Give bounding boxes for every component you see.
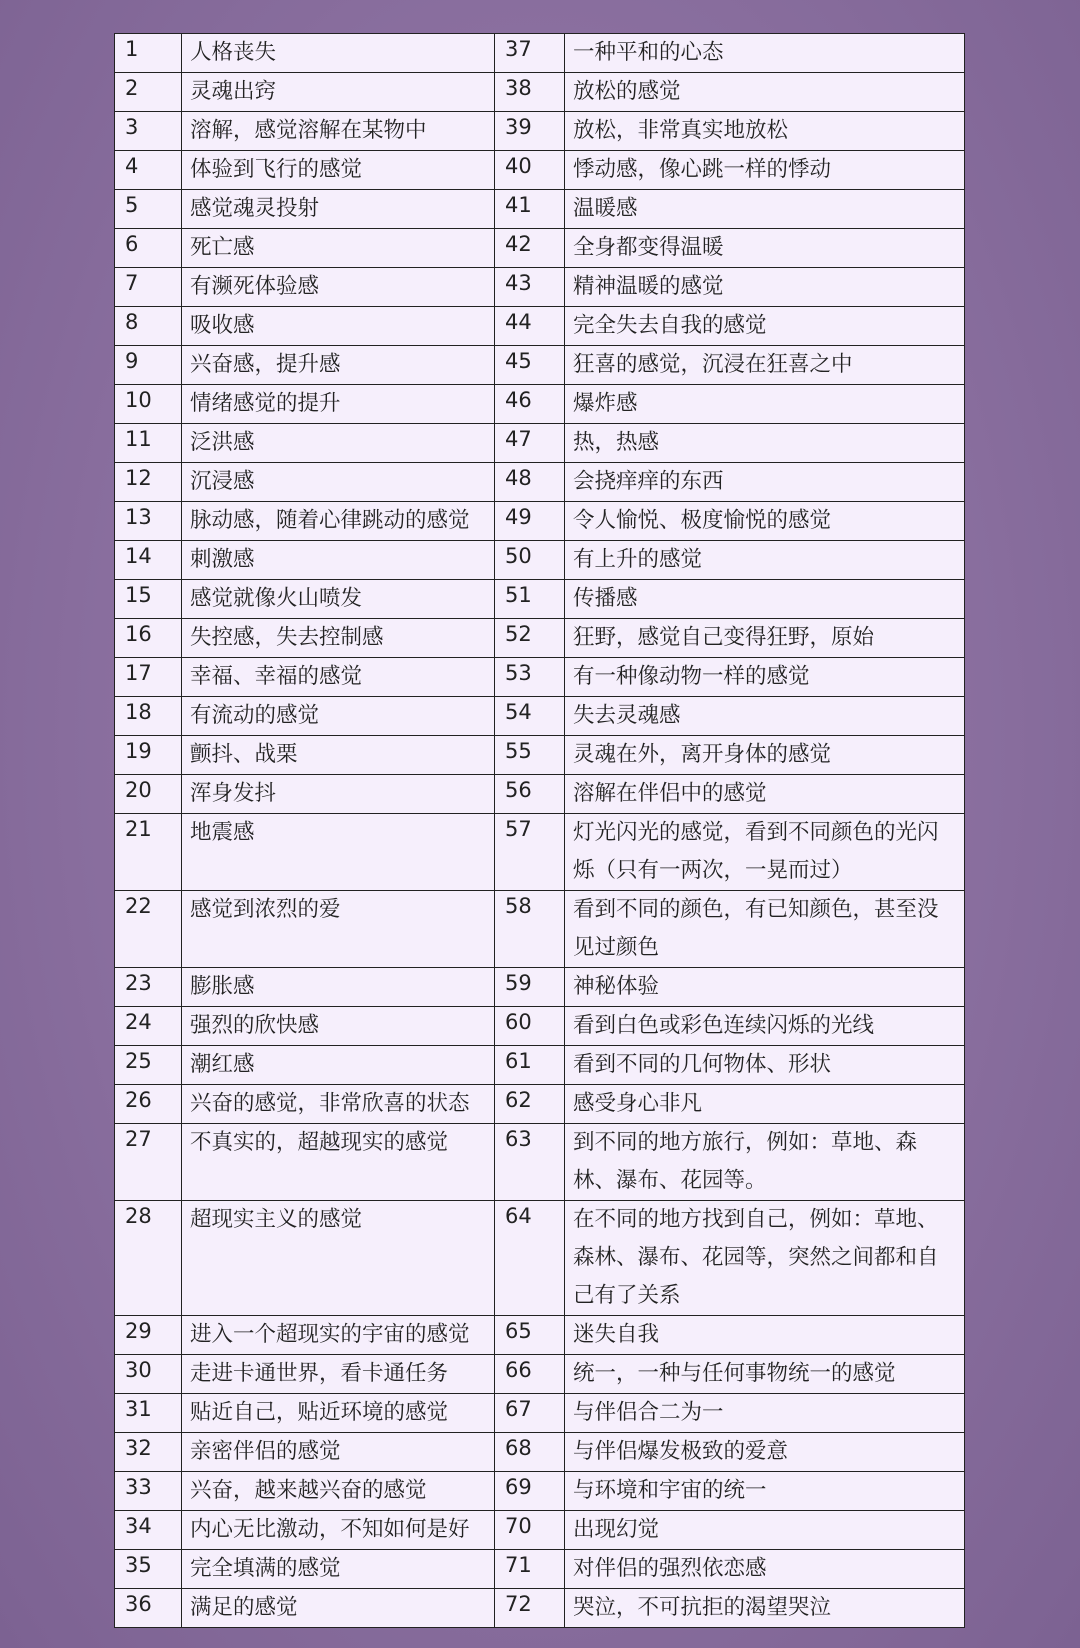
item-text-right: 狂喜的感觉，沉浸在狂喜之中 — [565, 346, 965, 385]
item-number-right: 40 — [495, 151, 565, 190]
item-number-left: 14 — [115, 541, 182, 580]
item-text-right: 热，热感 — [565, 424, 965, 463]
item-number-left: 6 — [115, 229, 182, 268]
item-number-right: 58 — [495, 891, 565, 968]
item-number-right: 46 — [495, 385, 565, 424]
item-number-right: 54 — [495, 697, 565, 736]
item-number-left: 4 — [115, 151, 182, 190]
item-text-left: 内心无比激动，不知如何是好 — [182, 1511, 495, 1550]
item-text-right: 温暖感 — [565, 190, 965, 229]
item-number-left: 26 — [115, 1085, 182, 1124]
item-number-left: 22 — [115, 891, 182, 968]
table-row — [115, 891, 965, 968]
item-text-right: 哭泣，不可抗拒的渴望哭泣 — [565, 1589, 965, 1628]
item-text-right: 与伴侣合二为一 — [565, 1394, 965, 1433]
item-number-left: 2 — [115, 73, 182, 112]
item-number-right: 42 — [495, 229, 565, 268]
table-row — [115, 1550, 965, 1589]
item-number-left: 17 — [115, 658, 182, 697]
item-text-left: 有濒死体验感 — [182, 268, 495, 307]
item-text-left: 走进卡通世界，看卡通任务 — [182, 1355, 495, 1394]
item-number-right: 60 — [495, 1007, 565, 1046]
item-number-left: 11 — [115, 424, 182, 463]
item-text-left: 满足的感觉 — [182, 1589, 495, 1628]
item-text-right: 溶解在伴侣中的感觉 — [565, 775, 965, 814]
item-text-right: 迷失自我 — [565, 1316, 965, 1355]
table-row — [115, 736, 965, 775]
item-text-left: 贴近自己，贴近环境的感觉 — [182, 1394, 495, 1433]
item-text-right: 狂野，感觉自己变得狂野，原始 — [565, 619, 965, 658]
table-row — [115, 580, 965, 619]
item-number-left: 8 — [115, 307, 182, 346]
item-number-left: 20 — [115, 775, 182, 814]
item-text-right: 失去灵魂感 — [565, 697, 965, 736]
item-number-right: 63 — [495, 1124, 565, 1201]
table-row — [115, 463, 965, 502]
item-text-right: 一种平和的心态 — [565, 34, 965, 73]
item-text-left: 潮红感 — [182, 1046, 495, 1085]
item-text-right: 有一种像动物一样的感觉 — [565, 658, 965, 697]
item-text-left: 兴奋的感觉，非常欣喜的状态 — [182, 1085, 495, 1124]
item-number-left: 31 — [115, 1394, 182, 1433]
item-number-left: 23 — [115, 968, 182, 1007]
table-row — [115, 775, 965, 814]
table-row — [115, 1316, 965, 1355]
item-text-left: 灵魂出窍 — [182, 73, 495, 112]
item-text-left: 感觉到浓烈的爱 — [182, 891, 495, 968]
item-text-left: 颤抖、战栗 — [182, 736, 495, 775]
table-row — [115, 73, 965, 112]
sensation-table — [114, 33, 965, 1628]
item-number-left: 7 — [115, 268, 182, 307]
item-text-right: 放松的感觉 — [565, 73, 965, 112]
item-number-left: 24 — [115, 1007, 182, 1046]
table-row — [115, 424, 965, 463]
item-number-left: 1 — [115, 34, 182, 73]
item-text-right: 全身都变得温暖 — [565, 229, 965, 268]
item-number-left: 13 — [115, 502, 182, 541]
item-text-right: 看到白色或彩色连续闪烁的光线 — [565, 1007, 965, 1046]
item-number-right: 48 — [495, 463, 565, 502]
item-text-left: 浑身发抖 — [182, 775, 495, 814]
item-number-right: 50 — [495, 541, 565, 580]
table-row — [115, 151, 965, 190]
sensation-table-sheet — [114, 33, 964, 1628]
item-number-right: 57 — [495, 814, 565, 891]
item-text-right: 灯光闪光的感觉，看到不同颜色的光闪烁（只有一两次，一晃而过） — [565, 814, 965, 891]
item-text-left: 幸福、幸福的感觉 — [182, 658, 495, 697]
item-number-left: 29 — [115, 1316, 182, 1355]
item-number-left: 9 — [115, 346, 182, 385]
item-number-left: 34 — [115, 1511, 182, 1550]
item-text-right: 看到不同的几何物体、形状 — [565, 1046, 965, 1085]
table-row — [115, 229, 965, 268]
item-text-left: 有流动的感觉 — [182, 697, 495, 736]
item-text-left: 进入一个超现实的宇宙的感觉 — [182, 1316, 495, 1355]
item-number-right: 61 — [495, 1046, 565, 1085]
item-text-left: 刺激感 — [182, 541, 495, 580]
item-text-right: 爆炸感 — [565, 385, 965, 424]
item-number-right: 59 — [495, 968, 565, 1007]
table-row — [115, 1007, 965, 1046]
table-row — [115, 34, 965, 73]
table-row — [115, 1433, 965, 1472]
item-text-right: 完全失去自我的感觉 — [565, 307, 965, 346]
item-text-right: 会挠痒痒的东西 — [565, 463, 965, 502]
item-text-left: 兴奋感，提升感 — [182, 346, 495, 385]
item-number-right: 64 — [495, 1201, 565, 1316]
item-number-left: 3 — [115, 112, 182, 151]
table-row — [115, 968, 965, 1007]
item-text-left: 脉动感，随着心律跳动的感觉 — [182, 502, 495, 541]
item-text-right: 灵魂在外，离开身体的感觉 — [565, 736, 965, 775]
item-text-left: 不真实的，超越现实的感觉 — [182, 1124, 495, 1201]
item-number-right: 69 — [495, 1472, 565, 1511]
item-number-right: 52 — [495, 619, 565, 658]
item-text-left: 人格丧失 — [182, 34, 495, 73]
item-text-right: 感受身心非凡 — [565, 1085, 965, 1124]
item-number-right: 49 — [495, 502, 565, 541]
item-text-left: 情绪感觉的提升 — [182, 385, 495, 424]
table-row — [115, 1046, 965, 1085]
item-text-left: 死亡感 — [182, 229, 495, 268]
item-text-left: 强烈的欣快感 — [182, 1007, 495, 1046]
item-number-right: 53 — [495, 658, 565, 697]
item-number-right: 44 — [495, 307, 565, 346]
item-text-left: 沉浸感 — [182, 463, 495, 502]
item-number-right: 65 — [495, 1316, 565, 1355]
item-number-left: 12 — [115, 463, 182, 502]
item-number-right: 38 — [495, 73, 565, 112]
item-text-right: 与伴侣爆发极致的爱意 — [565, 1433, 965, 1472]
item-text-right: 精神温暖的感觉 — [565, 268, 965, 307]
item-number-right: 47 — [495, 424, 565, 463]
table-row — [115, 619, 965, 658]
item-number-left: 30 — [115, 1355, 182, 1394]
item-text-left: 膨胀感 — [182, 968, 495, 1007]
item-text-left: 地震感 — [182, 814, 495, 891]
item-number-left: 15 — [115, 580, 182, 619]
item-number-right: 62 — [495, 1085, 565, 1124]
item-number-right: 41 — [495, 190, 565, 229]
table-row — [115, 502, 965, 541]
table-row — [115, 307, 965, 346]
item-number-left: 25 — [115, 1046, 182, 1085]
item-text-left: 完全填满的感觉 — [182, 1550, 495, 1589]
item-number-left: 36 — [115, 1589, 182, 1628]
table-row — [115, 1472, 965, 1511]
table-row — [115, 385, 965, 424]
table-row — [115, 1511, 965, 1550]
item-number-left: 27 — [115, 1124, 182, 1201]
table-row — [115, 1124, 965, 1201]
item-text-right: 与环境和宇宙的统一 — [565, 1472, 965, 1511]
item-number-right: 39 — [495, 112, 565, 151]
item-text-left: 吸收感 — [182, 307, 495, 346]
table-body — [115, 34, 965, 1628]
item-text-left: 溶解，感觉溶解在某物中 — [182, 112, 495, 151]
item-text-right: 对伴侣的强烈依恋感 — [565, 1550, 965, 1589]
item-number-left: 5 — [115, 190, 182, 229]
item-text-right: 统一，一种与任何事物统一的感觉 — [565, 1355, 965, 1394]
item-number-right: 71 — [495, 1550, 565, 1589]
item-text-left: 体验到飞行的感觉 — [182, 151, 495, 190]
item-number-left: 18 — [115, 697, 182, 736]
item-text-right: 神秘体验 — [565, 968, 965, 1007]
item-text-left: 感觉魂灵投射 — [182, 190, 495, 229]
item-number-right: 67 — [495, 1394, 565, 1433]
table-row — [115, 346, 965, 385]
item-number-right: 56 — [495, 775, 565, 814]
item-text-right: 出现幻觉 — [565, 1511, 965, 1550]
item-number-left: 35 — [115, 1550, 182, 1589]
table-row — [115, 1355, 965, 1394]
table-row — [115, 814, 965, 891]
item-number-right: 45 — [495, 346, 565, 385]
table-row — [115, 1589, 965, 1628]
item-text-right: 有上升的感觉 — [565, 541, 965, 580]
table-row — [115, 112, 965, 151]
item-text-left: 感觉就像火山喷发 — [182, 580, 495, 619]
item-number-left: 33 — [115, 1472, 182, 1511]
table-row — [115, 658, 965, 697]
table-row — [115, 1085, 965, 1124]
item-text-left: 亲密伴侣的感觉 — [182, 1433, 495, 1472]
item-text-left: 兴奋，越来越兴奋的感觉 — [182, 1472, 495, 1511]
item-text-left: 超现实主义的感觉 — [182, 1201, 495, 1316]
table-row — [115, 697, 965, 736]
table-row — [115, 190, 965, 229]
table-row — [115, 1394, 965, 1433]
item-text-right: 放松，非常真实地放松 — [565, 112, 965, 151]
item-number-left: 10 — [115, 385, 182, 424]
item-text-right: 令人愉悦、极度愉悦的感觉 — [565, 502, 965, 541]
item-number-right: 70 — [495, 1511, 565, 1550]
table-row — [115, 1201, 965, 1316]
item-number-left: 19 — [115, 736, 182, 775]
item-number-right: 66 — [495, 1355, 565, 1394]
item-number-right: 43 — [495, 268, 565, 307]
item-text-right: 在不同的地方找到自己，例如：草地、森林、瀑布、花园等，突然之间都和自己有了关系 — [565, 1201, 965, 1316]
item-text-left: 泛洪感 — [182, 424, 495, 463]
item-number-left: 28 — [115, 1201, 182, 1316]
item-text-left: 失控感，失去控制感 — [182, 619, 495, 658]
table-row — [115, 541, 965, 580]
item-number-left: 32 — [115, 1433, 182, 1472]
item-text-right: 悸动感，像心跳一样的悸动 — [565, 151, 965, 190]
item-number-left: 16 — [115, 619, 182, 658]
item-text-right: 传播感 — [565, 580, 965, 619]
item-number-left: 21 — [115, 814, 182, 891]
table-row — [115, 268, 965, 307]
item-number-right: 72 — [495, 1589, 565, 1628]
item-text-right: 看到不同的颜色，有已知颜色，甚至没见过颜色 — [565, 891, 965, 968]
item-number-right: 37 — [495, 34, 565, 73]
item-text-right: 到不同的地方旅行，例如：草地、森林、瀑布、花园等。 — [565, 1124, 965, 1201]
item-number-right: 55 — [495, 736, 565, 775]
item-number-right: 68 — [495, 1433, 565, 1472]
item-number-right: 51 — [495, 580, 565, 619]
